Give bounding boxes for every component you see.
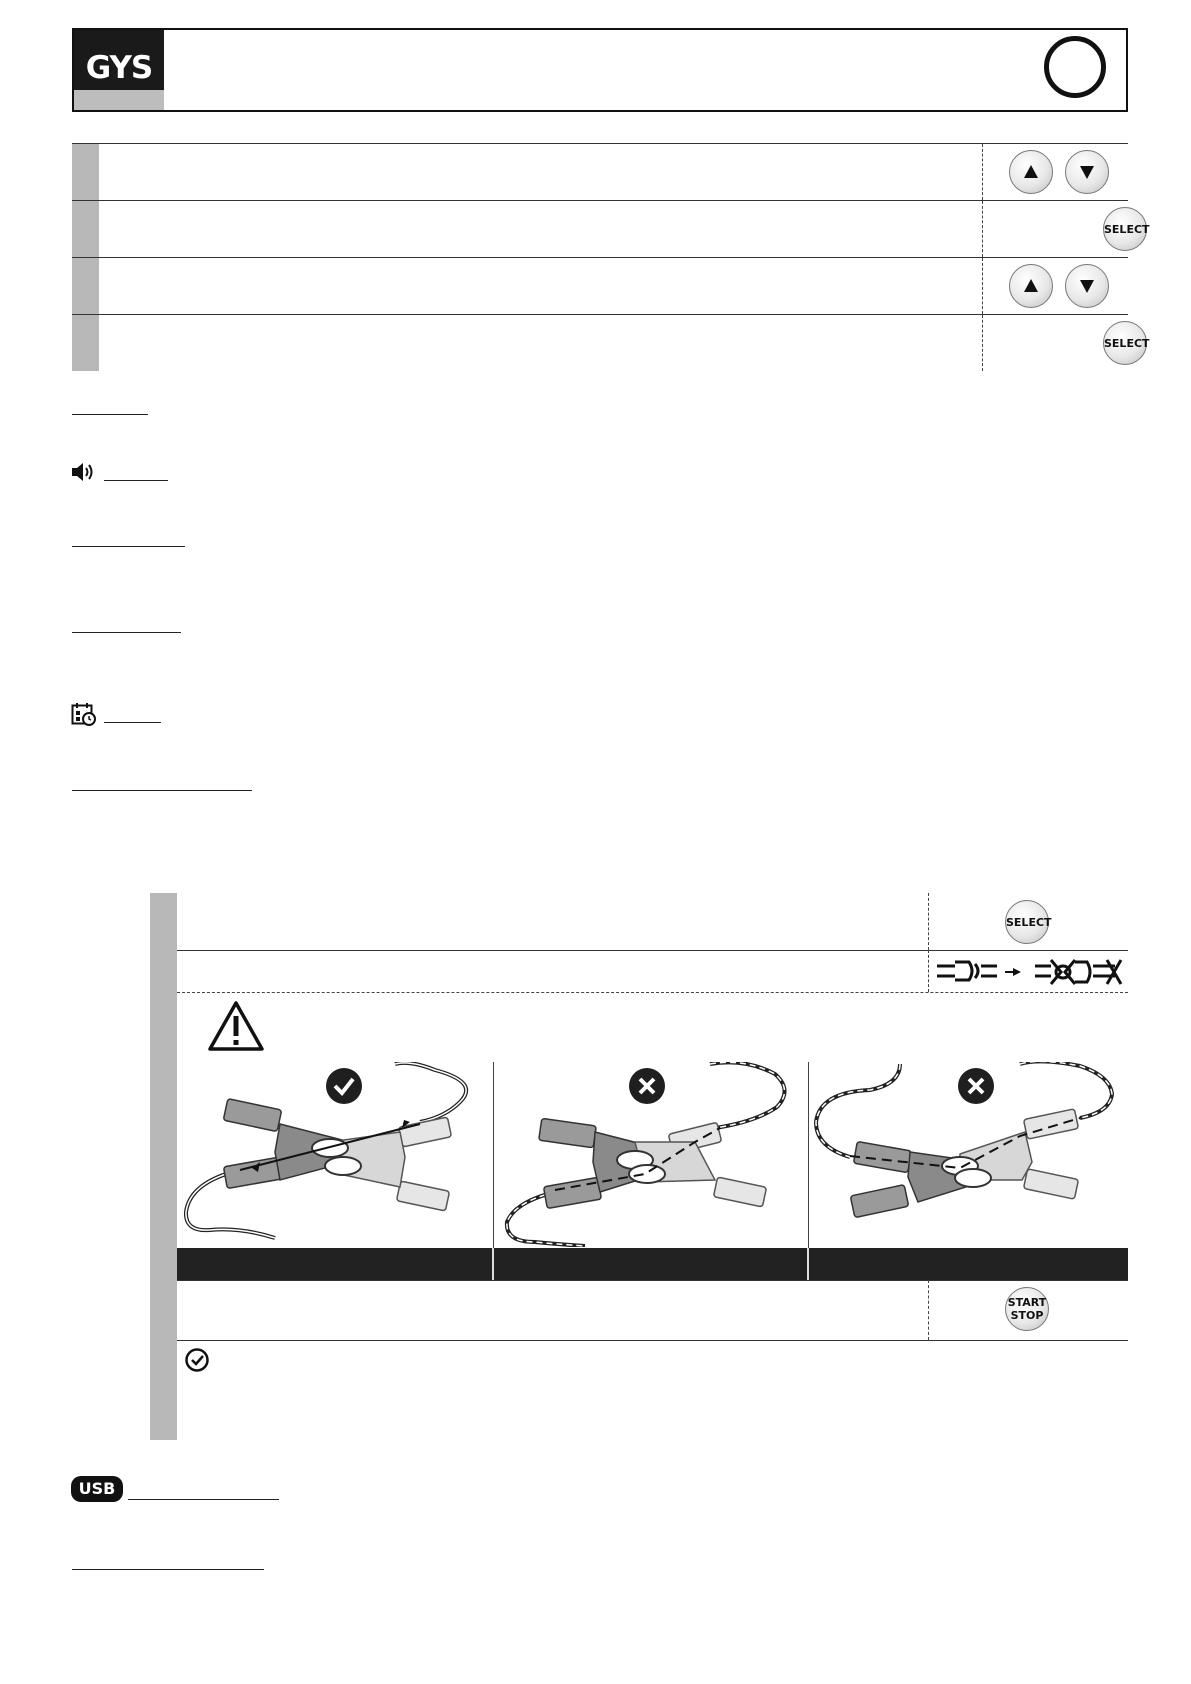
step-row-1 [72,143,1128,200]
select-button[interactable]: SELECT [1103,207,1147,251]
dashed-divider [982,144,983,200]
clamp-connect-icon [935,956,1125,988]
down-arrow-button[interactable] [1065,150,1109,194]
logo-strip [74,90,164,110]
heading-underline [72,1569,264,1570]
dashed-divider [982,258,983,314]
step-number-cell [72,201,99,257]
dashed-divider [928,893,929,950]
select-button[interactable]: SELECT [1103,321,1147,365]
step-number-column [150,893,177,1440]
heading-underline [128,1499,279,1500]
dashed-divider [982,201,983,257]
step-row-3 [72,257,1128,314]
heading-underline [72,414,148,415]
select-button[interactable]: SELECT [1005,900,1049,944]
stop-label: STOP [1010,1309,1044,1322]
heading-underline [104,722,161,723]
correct-clamp-illustration [180,1062,490,1247]
calendar-clock-icon [71,702,97,726]
heading-underline [72,546,185,547]
up-arrow-button[interactable] [1009,264,1053,308]
heading-underline [72,632,181,633]
warning-icon [207,1000,265,1052]
start-stop-button[interactable] [1005,1287,1049,1331]
step-row-2 [72,200,1150,257]
page-header [72,28,1128,112]
panel-caption-bar [177,1248,1128,1280]
logo-text: GYS [85,50,153,86]
row-separator-dashed [177,992,1128,993]
row-separator [177,950,1128,951]
start-label: START [1007,1296,1047,1309]
heading-underline [72,790,252,791]
step-number-cell [72,144,99,200]
check-circle-icon [184,1347,210,1373]
panel-caption [809,1248,1128,1280]
usb-icon-text: USB [78,1479,116,1498]
wrong-clamp-illustration-1 [495,1062,805,1247]
panel-caption [177,1248,491,1280]
down-arrow-button[interactable] [1065,264,1109,308]
row-separator [177,1340,1128,1341]
gys-logo [74,30,164,110]
step-row-4 [72,314,1150,371]
language-circle-icon [1044,36,1106,98]
step-number-cell [72,258,99,314]
speaker-icon [70,460,98,484]
row-separator [177,1280,1128,1281]
dashed-divider [982,315,983,371]
dashed-divider [928,950,929,992]
step-number-cell [72,315,99,371]
up-arrow-button[interactable] [1009,150,1053,194]
wrong-clamp-illustration-2 [810,1062,1128,1247]
panel-caption [494,1248,807,1280]
usb-icon [71,1476,123,1502]
heading-underline [104,480,168,481]
dashed-divider [928,1280,929,1340]
